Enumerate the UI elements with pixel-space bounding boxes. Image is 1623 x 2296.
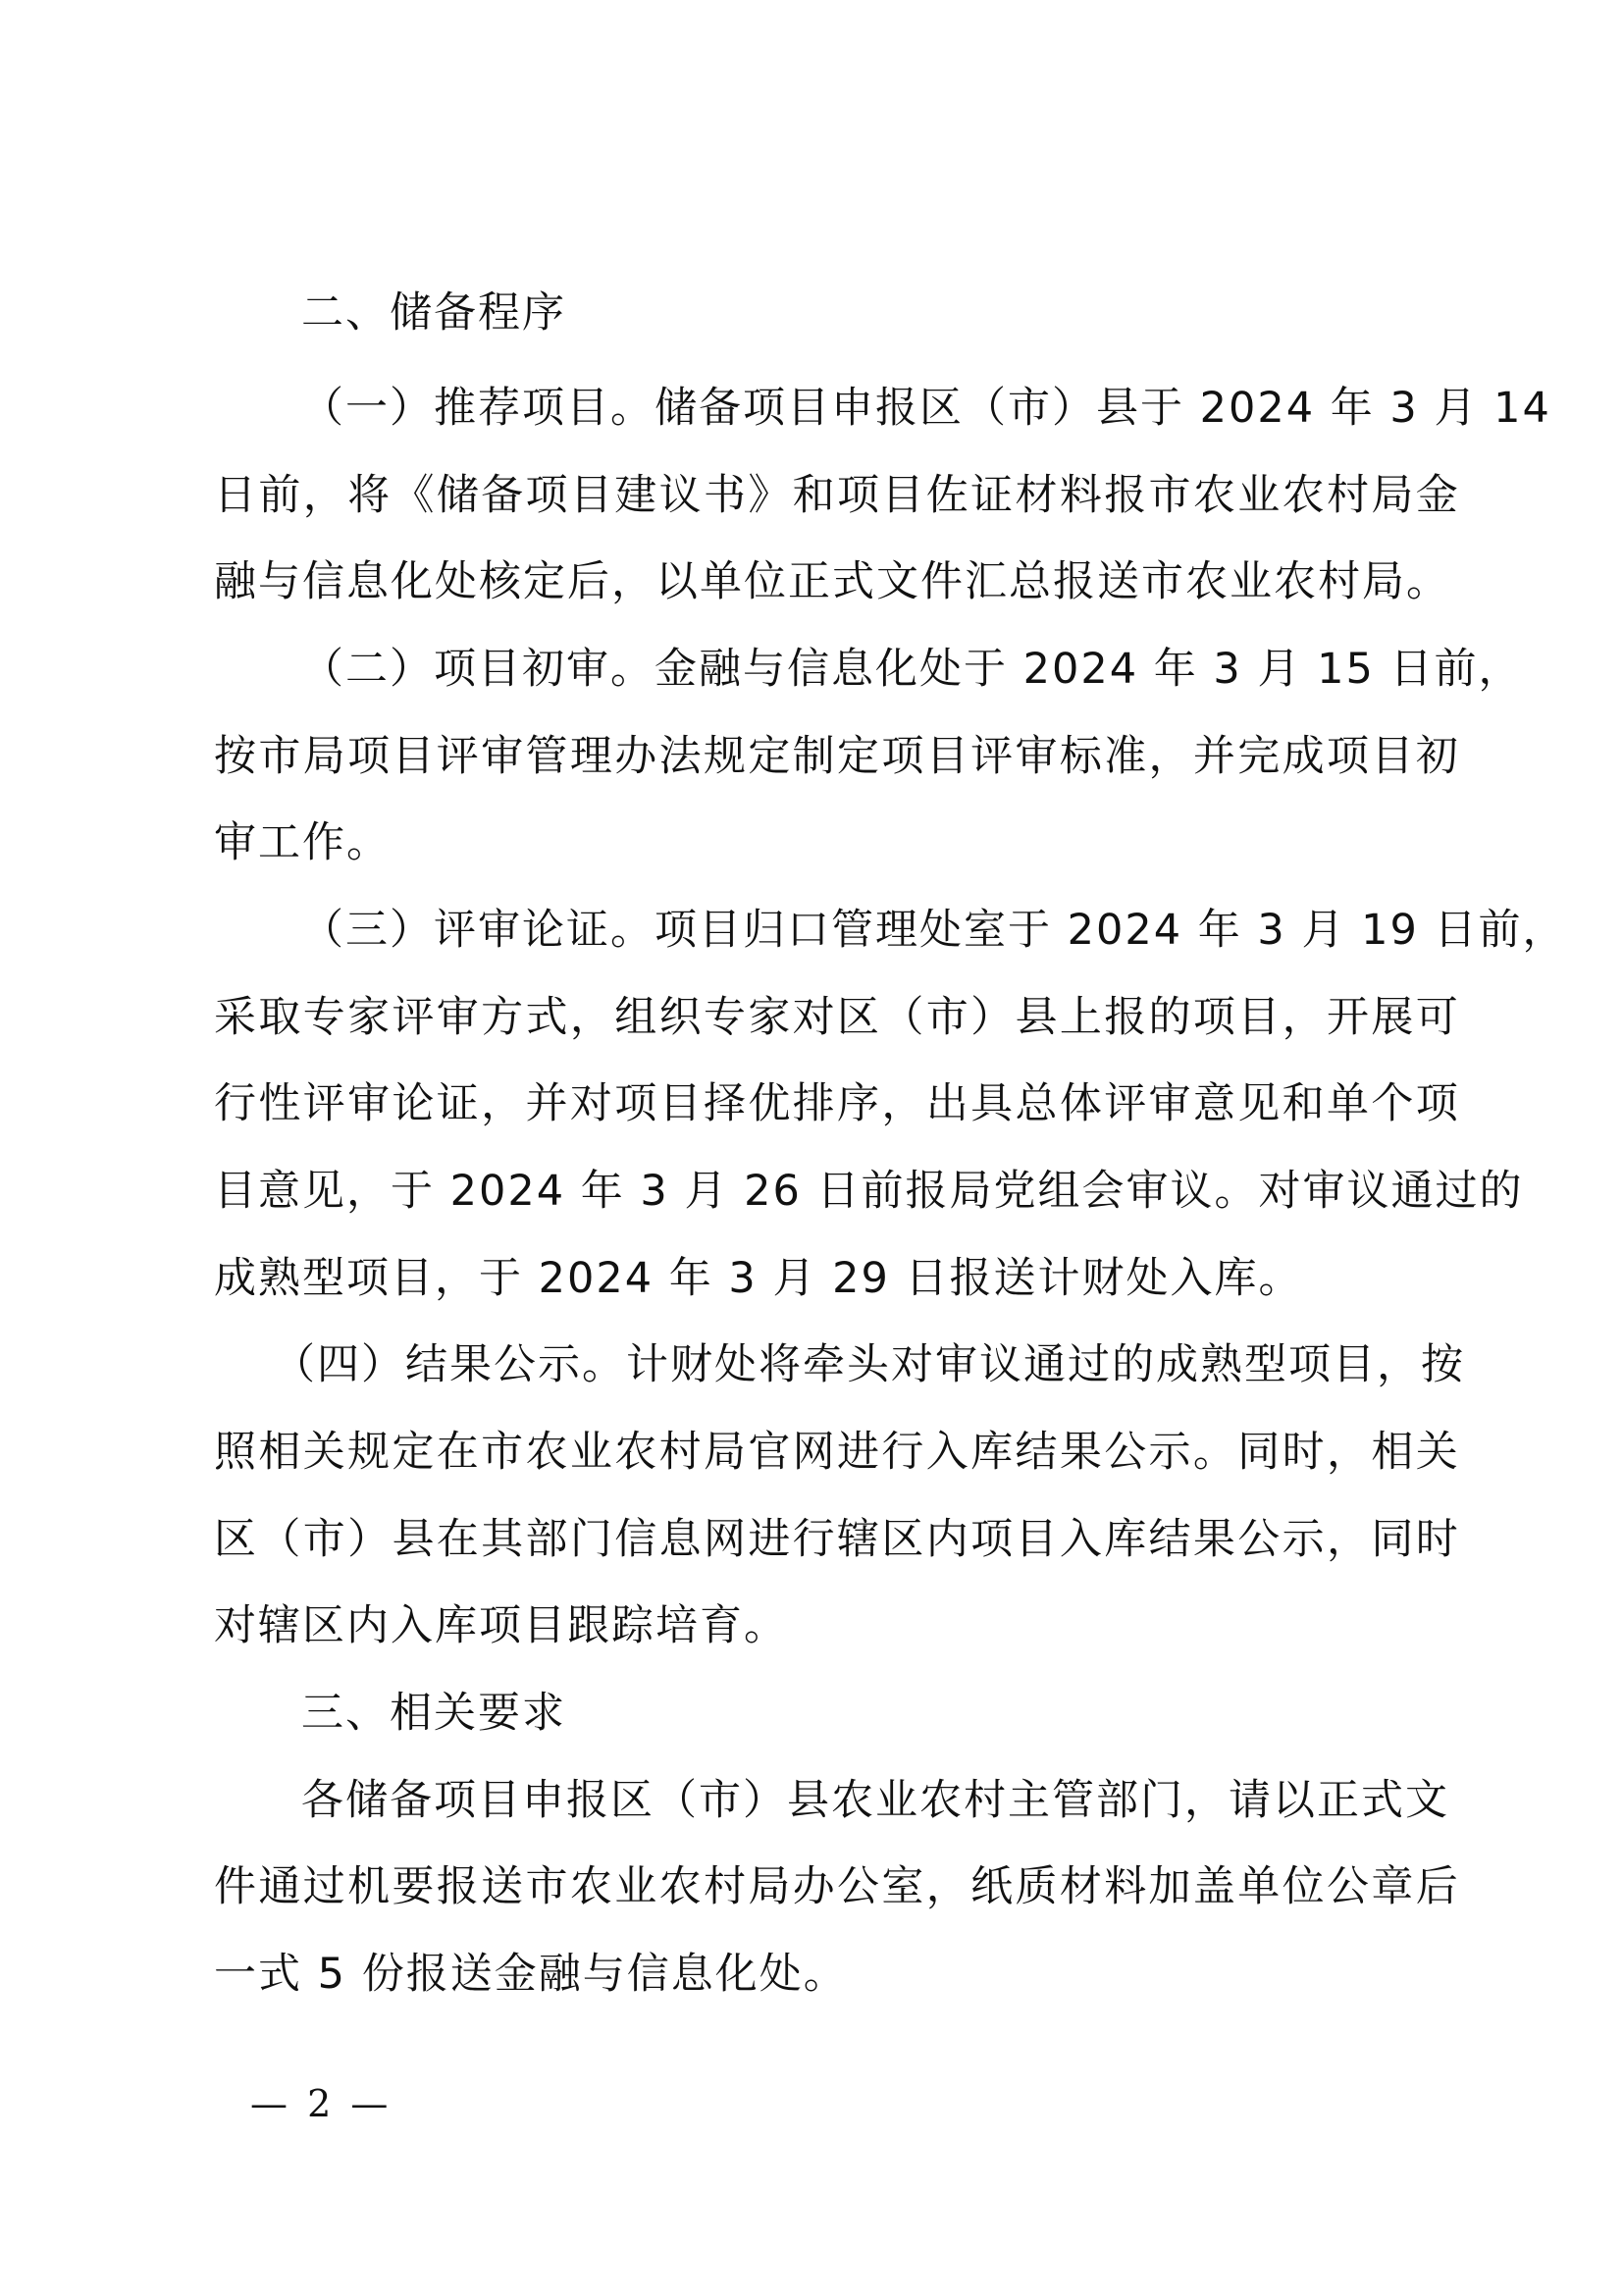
- paragraph-1-line-3: 融与信息化处核定后，以单位正式文件汇总报送市农业农村局。: [214, 557, 1450, 606]
- paragraph-4-line-2: 照 相 关 规 定 在 市 农 业 农 村 局 官 网 进 行 入 库 结 果 公 示 。 同 时 ， 相 关: [214, 1428, 1458, 1477]
- paragraph-4-line-1: （四）结果公示。计财处将牵头对审议通过的成熟型项目，按: [273, 1340, 1465, 1389]
- paragraph-3-line-4: 目意见，于 2024 年 3 月 26 日前报局党组会审议。对审议通过的: [214, 1167, 1524, 1216]
- section-heading-requirements: 三、相关要求: [301, 1689, 566, 1738]
- paragraph-2-line-2: 按 市 局 项 目 评 审 管 理 办 法 规 定 制 定 项 目 评 审 标 准 ， 并 完 成 项 目 初: [214, 732, 1458, 781]
- paragraph-5-line-1: 各储备项目申报区（市）县农业农村主管部门，请以正式文: [301, 1776, 1449, 1825]
- paragraph-5-line-3: 一式 5 份报送金融与信息化处。: [214, 1950, 848, 1999]
- section-heading-reserve-procedure: 二、储备程序: [301, 288, 566, 338]
- paragraph-4-line-3: 区 （ 市 ） 县 在 其 部 门 信 息 网 进 行 辖 区 内 项 目 入 库 结 果 公 示 ， 同 时: [214, 1515, 1458, 1564]
- paragraph-4-line-4: 对辖区内入库项目跟踪培育。: [214, 1601, 788, 1650]
- paragraph-3-line-3: 行 性 评 审 论 证 ， 并 对 项 目 择 优 排 序 ， 出 具 总 体 评 审 意 见 和 单 个 项: [214, 1079, 1458, 1128]
- paragraph-1-line-1: （一）推荐项目。储备项目申报区（市）县于 2024 年 3 月 14: [301, 384, 1551, 433]
- paragraph-2-line-3: 审工作。: [214, 818, 391, 867]
- paragraph-2-line-1: （二）项目初审。金融与信息化处于 2024 年 3 月 15 日前，: [301, 645, 1523, 694]
- paragraph-3-line-5: 成熟型项目，于 2024 年 3 月 29 日报送计财处入库。: [214, 1254, 1303, 1303]
- paragraph-5-line-2: 件 通 过 机 要 报 送 市 农 业 农 村 局 办 公 室 ， 纸 质 材 料 加 盖 单 位 公 章 后: [214, 1862, 1458, 1911]
- paragraph-3-line-2: 采 取 专 家 评 审 方 式 ， 组 织 专 家 对 区 （ 市 ） 县 上 报 的 项 目 ， 开 展 可: [214, 993, 1458, 1042]
- paragraph-3-line-1: （三）评审论证。项目归口管理处室于 2024 年 3 月 19 日前，: [301, 906, 1567, 955]
- page-number: — 2 —: [250, 2082, 393, 2125]
- paragraph-1-line-2: 日 前 ， 将 《 储 备 项 目 建 议 书 》 和 项 目 佐 证 材 料 报 市 农 业 农 村 局 金: [214, 471, 1458, 520]
